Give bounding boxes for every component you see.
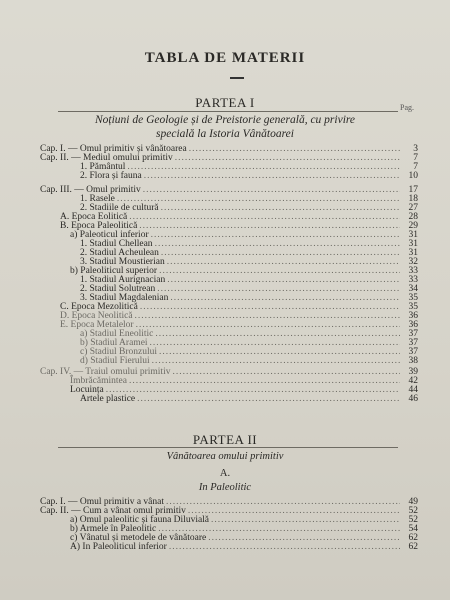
- toc-entry-page: 37: [408, 338, 418, 348]
- toc-entry-label: Artele plastice: [80, 394, 136, 404]
- toc-entry-page: 31: [408, 239, 418, 249]
- toc-entry-page: 35: [408, 293, 418, 303]
- toc-entry-label: Îmbrăcămintea: [70, 376, 127, 386]
- toc-entry-label: a) Stadiul Eneolitic: [80, 329, 154, 339]
- toc-entry-page: 34: [408, 284, 418, 294]
- toc-entry-label: c) Stadiul Bronzului: [80, 347, 158, 357]
- toc-entry-page: 49: [408, 497, 418, 507]
- toc-entry-page: 29: [408, 221, 418, 231]
- toc-entry-label: 2. Stadiile de cultură: [80, 203, 159, 213]
- toc-entry-page: 33: [408, 266, 418, 276]
- toc-entry-label: b) Stadiul Aramei: [80, 338, 148, 348]
- toc-entry-label: Cap. III. — Omul primitiv: [40, 185, 141, 195]
- toc-entry-label: 2. Stadiul Acheulean: [80, 248, 159, 258]
- toc-entry-page: 62: [408, 533, 418, 543]
- toc-entry-page: 36: [408, 311, 418, 321]
- part1-subtitle-line1: Noțiuni de Geologie și de Preistorie generală, cu privire: [94, 114, 356, 126]
- toc-entry-page: 42: [408, 376, 418, 386]
- part1-subtitle-line2: specială la Istoria Vânătoarei: [156, 128, 294, 140]
- toc-entry-page: 44: [408, 385, 418, 395]
- toc-entry-label: Cap. II. — Mediul omului primitiv: [40, 153, 173, 163]
- toc-entry-page: 32: [408, 257, 418, 267]
- part1-divider: [58, 111, 398, 112]
- toc-entry-page: 28: [408, 212, 418, 222]
- toc-entry-label: 1. Stadiul Aurignacian: [80, 275, 166, 285]
- toc-entry-page: 35: [408, 302, 418, 312]
- toc-entry-label: 3. Stadiul Moustierian: [80, 257, 165, 267]
- toc-entry-label: b) Paleoliticul superior: [70, 266, 158, 276]
- dot-leader: [169, 542, 400, 552]
- title-divider: [230, 77, 244, 79]
- toc-entry-page: 7: [413, 153, 418, 163]
- toc-entry-page: 31: [408, 230, 418, 240]
- part1-heading: PARTEA I: [195, 95, 255, 110]
- toc-entry-label: 1. Rasele: [80, 194, 115, 204]
- toc-entry-label: d) Stadiul Fierului: [80, 356, 150, 366]
- toc-entry-page: 33: [408, 275, 418, 285]
- toc-entry-label: Cap. IV. — Traiul omului primitiv: [40, 367, 171, 377]
- part2-subtitle: Vânătoarea omului primitiv: [166, 451, 284, 462]
- toc-entry-label: D. Epoca Neolitică: [60, 311, 133, 321]
- toc-entry-page: 52: [408, 515, 418, 525]
- toc-entry-label: Cap. I. — Omul primitiv a vânat: [40, 497, 165, 507]
- toc-entry-page: 54: [408, 524, 418, 534]
- toc-entry-page: 37: [408, 329, 418, 339]
- page-column-label: Pag.: [400, 103, 414, 112]
- toc-entry-label: 3. Stadiul Magdalenian: [80, 293, 169, 303]
- toc-entry-page: 52: [408, 506, 418, 516]
- toc-entry-page: 37: [408, 347, 418, 357]
- toc-entry-label: 2. Stadiul Solutrean: [80, 284, 156, 294]
- toc-entry-page: 39: [408, 367, 418, 377]
- toc-entry-label: a) Omul paleolitic și fauna Diluvială: [70, 515, 210, 525]
- toc-entry-label: b) Armele în Paleolitic: [70, 524, 157, 534]
- dot-leader: [152, 356, 400, 366]
- toc-entry-label: Cap. II. — Cum a vânat omul primitiv: [40, 506, 186, 516]
- toc-entry-page: 7: [413, 162, 418, 172]
- toc-entry: [80, 356, 418, 366]
- part2-divider: [58, 447, 398, 448]
- toc-entry: [70, 542, 418, 552]
- toc-entry-page: 10: [408, 171, 418, 181]
- toc-entry-label: a) Paleoticul inferior: [70, 230, 149, 240]
- toc-entry-label: A. Epoca Eolitică: [60, 212, 128, 222]
- toc-entry-page: 27: [408, 203, 418, 213]
- dot-leader: [137, 394, 400, 404]
- part2-heading: PARTEA II: [192, 432, 258, 447]
- toc-entry-page: 17: [408, 185, 418, 195]
- toc-entry-label: E. Epoca Metalelor: [60, 320, 134, 330]
- toc-entry-label: c) Vânatul și metodele de vânătoare: [70, 533, 207, 543]
- toc-entry: [80, 394, 418, 404]
- toc-entry-label: 2. Flora și fauna: [80, 171, 142, 181]
- page-title: TABLA DE MATERII: [144, 50, 306, 66]
- toc-entry-label: 1. Stadiul Chellean: [80, 239, 153, 249]
- toc-entry-page: 36: [408, 320, 418, 330]
- toc-entry-label: A) In Paleoliticul inferior: [70, 542, 167, 552]
- toc-entry-label: C. Epoca Mezolitică: [60, 302, 138, 312]
- toc-entry-page: 62: [408, 542, 418, 552]
- part2-section-title: In Paleolitic: [198, 482, 252, 493]
- toc-entry-label: 1. Pământul: [80, 162, 126, 172]
- toc-entry-page: 31: [408, 248, 418, 258]
- toc-entry: [80, 171, 418, 181]
- dot-leader: [144, 171, 400, 181]
- toc-entry-page: 18: [408, 194, 418, 204]
- toc-entry-label: B. Epoca Paleolitică: [60, 221, 138, 231]
- toc-entry-page: 3: [413, 144, 418, 154]
- toc-entry-page: 38: [408, 356, 418, 366]
- toc-entry-label: Cap. I. — Omul primitiv și vânătoarea: [40, 144, 187, 154]
- part2-section-letter: A.: [219, 468, 231, 479]
- toc-entry-page: 46: [408, 394, 418, 404]
- toc-entry-label: Locuința: [70, 385, 104, 395]
